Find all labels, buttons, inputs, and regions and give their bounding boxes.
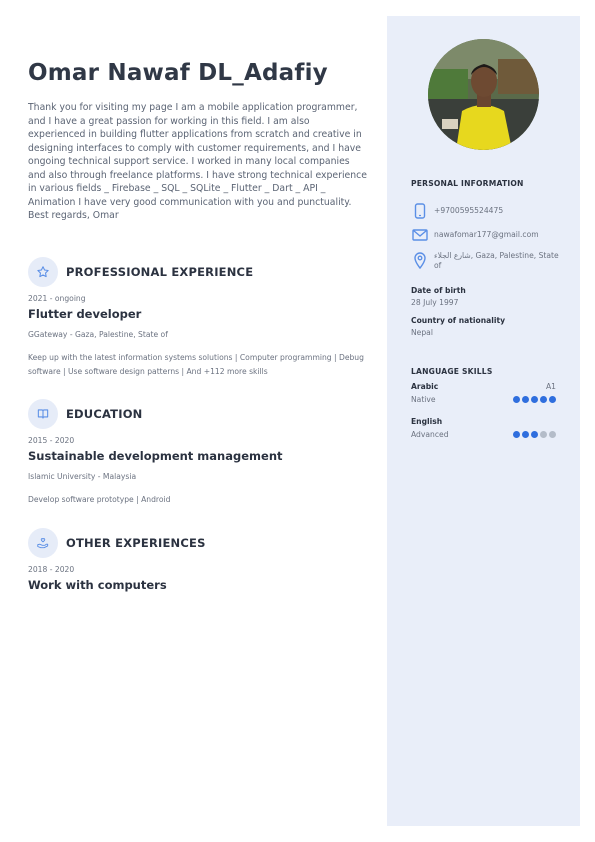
language-skills-heading: LANGUAGE SKILLS [411, 367, 493, 376]
entry-date: 2018 - 2020 [28, 565, 75, 574]
rating-dot-filled [531, 396, 538, 403]
candidate-name: Omar Nawaf DL_Adafiy [28, 60, 328, 86]
nationality-label: Country of nationality [411, 316, 506, 325]
email-contact [411, 226, 561, 244]
rating-dot-filled [513, 396, 520, 403]
nationality [411, 316, 505, 337]
education-entry [28, 436, 368, 507]
language-rating [513, 431, 556, 438]
phone-contact [411, 202, 561, 220]
rating-dot-filled [531, 431, 538, 438]
personal-info-heading: PERSONAL INFORMATION [411, 179, 524, 188]
rating-dot-empty [540, 431, 547, 438]
language-level: Advanced [411, 430, 449, 439]
language-item [411, 417, 556, 439]
address: شارع الجلاء, Gaza, Palestine, State of [434, 251, 559, 270]
phone-icon [411, 202, 429, 220]
entry-description: Keep up with the latest information systems solutions | Computer programming | Debug software | Use software design patterns | And +112 more skills [28, 353, 364, 376]
profile-summary: Thank you for visiting my page I am a mobile application programmer, and I have a great passion for working in this field. I am also experienced in building flutter applications from scratch and creative in designing interfaces to comply with customer requirements, and I have ongoing technical support service. I worked in many local companies and also through freelance platforms. I have strong technical experience in various fields _ Firebase _ SQL _ SQLite _ Flutter _ Dart _ API _ Animation I have very good communication with you and punctuality. Best regards, Omar [28, 102, 367, 221]
entry-title: Work with computers [28, 578, 167, 592]
education-section-header [28, 399, 143, 429]
rating-dot-empty [549, 431, 556, 438]
phone-number: +9700595524475 [434, 206, 504, 215]
language-level: Native [411, 395, 436, 404]
education-section-title: EDUCATION [66, 407, 143, 421]
entry-title: Sustainable development management [28, 449, 283, 463]
entry-description: Develop software prototype | Android [28, 495, 171, 504]
entry-organization: GGateway - Gaza, Palestine, State of [28, 330, 168, 339]
experience-entry [28, 294, 368, 379]
rating-dot-filled [522, 431, 529, 438]
language-name: Arabic [411, 382, 439, 391]
nationality-value: Nepal [411, 328, 433, 337]
entry-date: 2015 - 2020 [28, 436, 75, 445]
rating-dot-filled [549, 396, 556, 403]
location-pin-icon [411, 251, 429, 269]
other-section-title: OTHER EXPERIENCES [66, 536, 206, 550]
date-of-birth [411, 286, 466, 307]
envelope-icon [411, 226, 429, 244]
dob-label: Date of birth [411, 286, 466, 295]
rating-dot-filled [513, 431, 520, 438]
language-rating [513, 396, 556, 403]
experience-section-header [28, 257, 253, 287]
language-item [411, 382, 556, 404]
dob-value: 28 July 1997 [411, 298, 459, 307]
hand-heart-icon [28, 528, 58, 558]
rating-dot-filled [540, 396, 547, 403]
address-contact [411, 251, 561, 271]
sidebar [387, 16, 580, 826]
entry-title: Flutter developer [28, 307, 142, 321]
other-section-header [28, 528, 206, 558]
profile-photo [428, 39, 539, 150]
experience-section-title: PROFESSIONAL EXPERIENCE [66, 265, 254, 279]
other-entry [28, 565, 368, 592]
entry-organization: Islamic University - Malaysia [28, 472, 137, 481]
language-code: A1 [545, 382, 556, 391]
email-address: nawafomar177@gmail.com [434, 230, 539, 239]
language-name: English [411, 417, 443, 426]
entry-date: 2021 - ongoing [28, 294, 86, 303]
rating-dot-filled [522, 396, 529, 403]
book-icon [28, 399, 58, 429]
star-icon [28, 257, 58, 287]
